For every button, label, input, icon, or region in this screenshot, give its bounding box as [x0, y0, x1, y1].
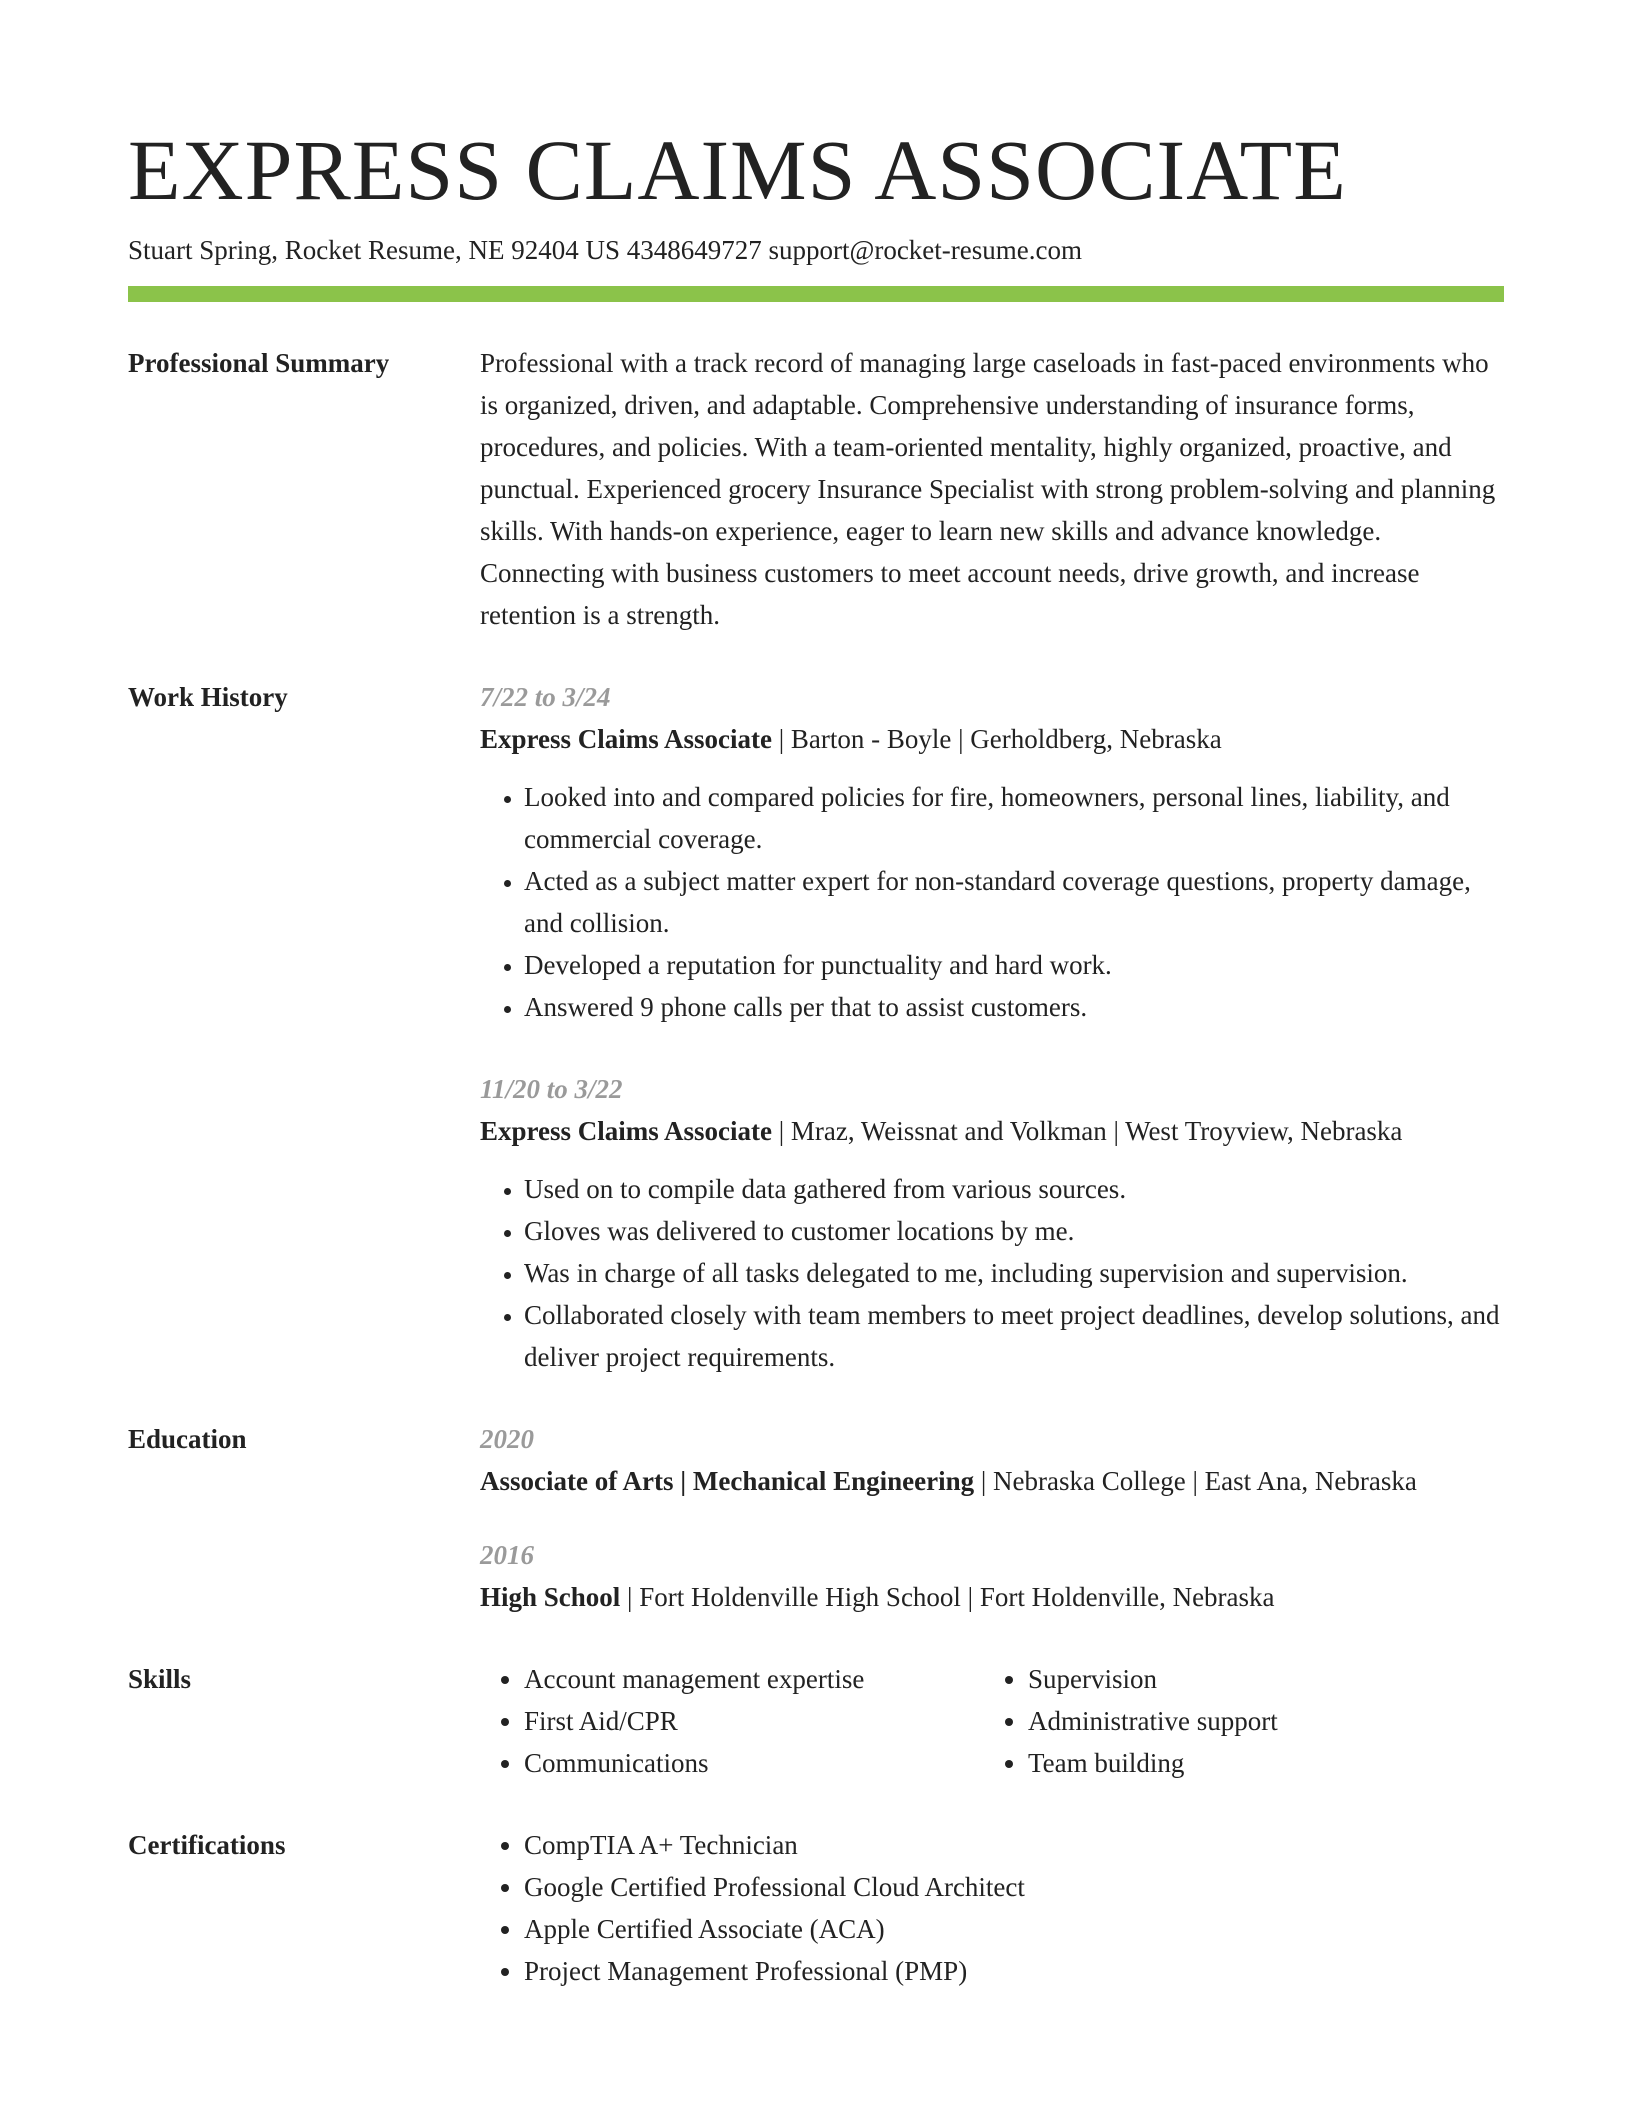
job-dates: 11/20 to 3/22 [480, 1074, 623, 1104]
certification-item: • Apple Certified Associate (ACA) [524, 1908, 1504, 1950]
education-entry [480, 1534, 1504, 1618]
certification-item: • CompTIA A+ Technician [524, 1824, 1504, 1866]
summary-text: Professional with a track record of managing large caseloads in fast-paced environments who is organized, driven, and adaptable. Comprehensive understanding of insurance forms, procedures, and policies. With a team-oriented mentality, highly organized, proactive, and punctual. Experienced grocery Insurance Specialist with strong problem-solving and planning skills. With hands-on experience, eager to learn new skills and advance knowledge. Connecting with business customers to meet account needs, drive growth, and increase retention is a strength. [480, 348, 1496, 630]
education-year: 2020 [480, 1424, 534, 1454]
education-details: | Nebraska College | East Ana, Nebraska [974, 1466, 1417, 1496]
certification-item: • Project Management Professional (PMP) [524, 1950, 1504, 1992]
section-label-skills: Skills [128, 1664, 192, 1694]
education-entry [480, 1418, 1504, 1502]
job-dates: 7/22 to 3/24 [480, 682, 611, 712]
skills-section [128, 1658, 1504, 1784]
job-details: | Mraz, Weissnat and Volkman | West Troyview, Nebraska [772, 1116, 1403, 1146]
education-section [128, 1418, 1504, 1618]
skill-item: • First Aid/CPR [524, 1700, 984, 1742]
skills-column-2 [984, 1658, 1488, 1784]
job-bullets [480, 776, 1504, 1028]
summary-section [128, 342, 1504, 636]
skills-body [480, 1658, 1504, 1784]
section-label-work-history: Work History [128, 682, 288, 712]
certifications-body [480, 1824, 1504, 1992]
job-role-line [480, 1110, 1504, 1152]
education-year: 2016 [480, 1540, 534, 1570]
certifications-section [128, 1824, 1504, 1992]
job-bullet: • Used on to compile data gathered from various sources. [524, 1168, 1504, 1210]
skill-item: • Account management expertise [524, 1658, 984, 1700]
job-bullet: • Gloves was delivered to customer locations by me. [524, 1210, 1504, 1252]
skill-item: • Communications [524, 1742, 984, 1784]
section-label-summary: Professional Summary [128, 348, 390, 378]
work-history-body [480, 676, 1504, 1378]
job-title: Express Claims Associate [480, 724, 773, 754]
skills-grid [480, 1658, 1504, 1784]
job-bullet: • Looked into and compared policies for fire, homeowners, personal lines, liability, and commercial coverage. [524, 776, 1504, 860]
resume-title: EXPRESS CLAIMS ASSOCIATE [128, 122, 1347, 218]
education-body [480, 1418, 1504, 1618]
job-bullet: • Answered 9 phone calls per that to assist customers. [524, 986, 1504, 1028]
section-label-certifications: Certifications [128, 1830, 286, 1860]
job-bullet: • Developed a reputation for punctuality and hard work. [524, 944, 1504, 986]
education-degree: High School [480, 1582, 621, 1612]
skill-item: • Administrative support [1028, 1700, 1488, 1742]
skill-item: • Team building [1028, 1742, 1488, 1784]
job-title: Express Claims Associate [480, 1116, 773, 1146]
job-bullet: • Acted as a subject matter expert for non-standard coverage questions, property damage, and collision. [524, 860, 1504, 944]
contact-line: Stuart Spring, Rocket Resume, NE 92404 US 4348649727 support@rocket-resume.com [128, 235, 1082, 265]
job-bullet: • Collaborated closely with team members to meet project deadlines, develop solutions, and deliver project requirements. [524, 1294, 1504, 1378]
job-bullet: • Was in charge of all tasks delegated to me, including supervision and supervision. [524, 1252, 1504, 1294]
skill-item: • Supervision [1028, 1658, 1488, 1700]
education-line [480, 1576, 1504, 1618]
education-degree: Associate of Arts | Mechanical Engineering [480, 1466, 975, 1496]
accent-divider [128, 286, 1504, 302]
job-entry [480, 676, 1504, 1028]
job-bullets [480, 1168, 1504, 1378]
resume-page [128, 118, 1504, 1992]
job-entry [480, 1068, 1504, 1378]
skills-column-1 [480, 1658, 984, 1784]
certification-item: • Google Certified Professional Cloud Architect [524, 1866, 1504, 1908]
education-line [480, 1460, 1504, 1502]
job-role-line [480, 718, 1504, 760]
certifications-list [480, 1824, 1504, 1992]
job-details: | Barton - Boyle | Gerholdberg, Nebraska [772, 724, 1222, 754]
work-history-section [128, 676, 1504, 1378]
education-details: | Fort Holdenville High School | Fort Holdenville, Nebraska [620, 1582, 1275, 1612]
section-label-education: Education [128, 1424, 247, 1454]
summary-body [480, 342, 1504, 636]
